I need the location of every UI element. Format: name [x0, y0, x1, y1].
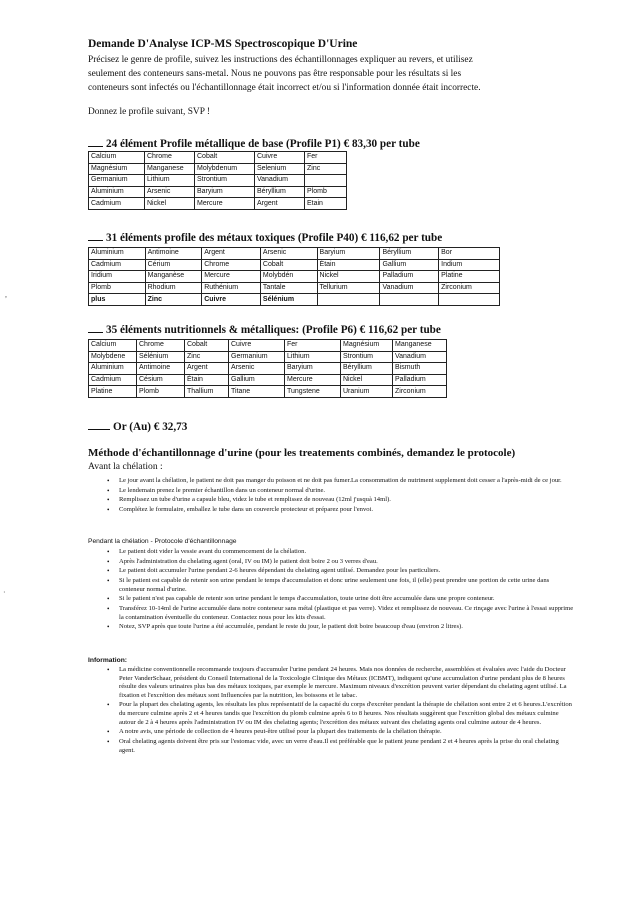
element-cell: Cadmium [89, 259, 146, 271]
element-cell: Béryllium [341, 363, 393, 375]
element-cell: Plomb [89, 282, 146, 294]
element-cell: Sélénium [137, 351, 185, 363]
list-item: • Si le patient est capable de retenir son urine pendant le temps d'accumulation et donc urine seulement une fois, il (elle) peut prendre une portion de cette urine dans conteneur normal d'urine. [106, 577, 576, 594]
element-cell: Gallium [380, 259, 439, 271]
checkbox-line[interactable] [88, 323, 103, 333]
document-title: Demande D'Analyse ICP-MS Spectroscopique D'Urine [88, 38, 358, 50]
table-row [89, 386, 447, 398]
element-cell: Zinc [145, 294, 202, 306]
element-cell: Mercure [285, 374, 341, 386]
table-row [89, 198, 347, 210]
element-cell: Rhodium [145, 282, 202, 294]
list-item: • Pour la plupart des chelating agents, les résultats les plus représentatif de la capacité du corps d'excréter pendant la thérapie de chélation sont entre 2 et 6 heures.L'excrétion du mercure culmine après 2 et 4 heures tandis que l'excrétion du plomb culmine après 6 to 8 heures. Nos résultats suggèrent que l'excrétion global des métaux culmine autour de 2 à 4 heures après l'administration IV ou IM des chelating agents; l'excrétion des métaux suivant des chelating agents oral culmine autour de 4 heures. [106, 701, 576, 727]
element-cell: Bismuth [393, 363, 447, 375]
table-row [89, 248, 500, 260]
table-row [89, 259, 500, 271]
element-cell: Calcium [89, 152, 145, 164]
list-item: • Si le patient n'est pas capable de retenir son urine pendant le temps d'accumulation, toute urine doit être accumulée dans une propre conteneur. [106, 595, 576, 604]
table-row [89, 363, 447, 375]
element-cell: Mercure [202, 271, 261, 283]
element-cell: Argent [255, 198, 305, 210]
table-row [89, 340, 447, 352]
element-cell: Palladium [380, 271, 439, 283]
element-cell: Molybdene [89, 351, 137, 363]
element-cell: Mercure [195, 198, 255, 210]
element-cell: Fer [285, 340, 341, 352]
element-cell: Magnésium [89, 163, 145, 175]
profile-p40-table [88, 247, 500, 306]
element-cell: Cobalt [185, 340, 229, 352]
list-item: • Transférez 10-14ml de l'urine accumulée dans notre conteneur sans métal (plastique et pas verre). Videz et remplissez de nouveau. Ce rinçage avec l'urine à l'essai supprime la contamination éventuelle du conteneur. Contactez nous pour les kits d'essai. [106, 605, 576, 622]
element-cell: Césium [137, 374, 185, 386]
element-cell: Cuivre [255, 152, 305, 164]
element-cell: Cuivre [202, 294, 261, 306]
intro-paragraph [88, 53, 588, 95]
list-item: • Le patient doit vider la vessie avant du commencement de la chélation. [106, 548, 576, 557]
intro-line: Précisez le genre de profile, suivez les instructions des échantillonnages expliquer au revers, et utilisez [88, 55, 473, 65]
element-cell: Arsenic [145, 186, 195, 198]
checkbox-line[interactable] [88, 137, 103, 147]
table-row [89, 271, 500, 283]
checkbox-line[interactable] [88, 231, 103, 241]
profile-p1-title: 24 élément Profile métallique de base (Profile P1) € 83,30 per tube [106, 138, 420, 150]
element-cell: Plomb [305, 186, 347, 198]
element-cell: Strontium [341, 351, 393, 363]
element-cell: Calcium [89, 340, 137, 352]
element-cell: Tantale [260, 282, 317, 294]
element-cell: Cobalt [260, 259, 317, 271]
element-cell: Lithium [145, 175, 195, 187]
element-cell: Nickel [341, 374, 393, 386]
intro-line: seulement des conteneurs sans-metal. Nous ne pouvons pas être responsable pour les résultats si les [88, 69, 462, 79]
element-cell: Thallium [185, 386, 229, 398]
element-cell: Manganèse [145, 271, 202, 283]
table-row [89, 175, 347, 187]
element-cell: Baryium [195, 186, 255, 198]
element-cell: Molybdén [260, 271, 317, 283]
gold-label: Or (Au) € 32,73 [113, 421, 188, 433]
element-cell [305, 175, 347, 187]
intro-line: conteneurs sont infectés ou l'échantillonnage était incorrect et/ou si l'information donnée était incorrecte. [88, 83, 481, 93]
element-cell: Cuivre [229, 340, 285, 352]
profile-p6-title: 35 éléments nutritionnels & métalliques: (Profile P6) € 116,62 per tube [106, 324, 441, 336]
element-cell: Étain [317, 259, 380, 271]
profile-p1-heading [88, 137, 420, 150]
profile-p40-heading [88, 231, 442, 244]
element-cell: Antimoine [145, 248, 202, 260]
gold-option [88, 420, 187, 433]
element-cell: Manganese [145, 163, 195, 175]
before-chelation-list [106, 477, 576, 516]
element-cell: Lithium [285, 351, 341, 363]
table-row [89, 351, 447, 363]
element-cell: Argent [202, 248, 261, 260]
during-chelation-label: Pendant la chélation - Protocole d'échantillonnage [88, 538, 237, 545]
element-cell: Tungstene [285, 386, 341, 398]
element-cell: Tellurium [317, 282, 380, 294]
element-cell: Titane [229, 386, 285, 398]
element-cell: Étain [185, 374, 229, 386]
element-cell: Aluminium [89, 186, 145, 198]
element-cell: Aluminium [89, 248, 146, 260]
element-cell: Zirconium [393, 386, 447, 398]
element-cell: Magnésium [341, 340, 393, 352]
method-heading: Méthode d'échantillonnage d'urine (pour les treatements combinés, demandez le protocole) [88, 447, 516, 459]
list-item: • Oral chelating agents doivent être pris sur l'estomac vide, avec un verre d'eau.Il est préférable que le patient jeune pendant 2 et 4 heures après la prise du oral chelating agent. [106, 738, 576, 755]
element-cell: Vanadium [380, 282, 439, 294]
element-cell: Nickel [145, 198, 195, 210]
element-cell: Baryium [285, 363, 341, 375]
element-cell: Chrome [202, 259, 261, 271]
list-item: • Le patient doit accumuler l'urine pendant 2-6 heures dépendant du chelating agent utilisé. Demandez pour les particuliers. [106, 567, 576, 576]
list-item: • Remplissez un tube d'urine a capsule bleu, videz le tube et remplissez de nouveau (12ml j'usquà 14ml). [106, 496, 576, 505]
table-row [89, 152, 347, 164]
element-cell [317, 294, 380, 306]
element-cell: Platine [439, 271, 500, 283]
element-cell: Cobalt [195, 152, 255, 164]
element-cell: Antimoine [137, 363, 185, 375]
element-cell: Vanadium [393, 351, 447, 363]
element-cell: Chrome [145, 152, 195, 164]
list-item: • Complétez le formulaire, emballez le tube dans un couvercle protecteur et préparez pour l'envoi. [106, 506, 576, 515]
element-cell: Argent [185, 363, 229, 375]
information-list [106, 666, 576, 756]
element-cell: plus [89, 294, 146, 306]
element-cell: Ruthénium [202, 282, 261, 294]
margin-mark: · [3, 588, 6, 597]
profile-p6-table [88, 339, 447, 398]
element-cell: Zinc [305, 163, 347, 175]
request-line: Donnez le profile suivant, SVP ! [88, 107, 211, 117]
element-cell: Uranium [341, 386, 393, 398]
profile-p40-title: 31 éléments profile des métaux toxiques (Profile P40) € 116,62 per tube [106, 232, 443, 244]
before-chelation-label: Avant la chélation : [88, 461, 163, 472]
during-chelation-list [106, 548, 576, 633]
element-cell: Gallium [229, 374, 285, 386]
element-cell: Zirconium [439, 282, 500, 294]
element-cell [380, 294, 439, 306]
profile-p6-heading [88, 323, 441, 336]
element-cell: Germanium [229, 351, 285, 363]
table-row [89, 163, 347, 175]
element-cell: Arsenic [260, 248, 317, 260]
table-row [89, 374, 447, 386]
element-cell: Strontium [195, 175, 255, 187]
element-cell: Aluminium [89, 363, 137, 375]
list-item: • Après l'administration du chelating agent (oral, IV ou IM) le patient doit boire 2 ou 3 verres d'eau. [106, 558, 576, 567]
element-cell: Selenium [255, 163, 305, 175]
element-cell [439, 294, 500, 306]
element-cell: Béryllium [255, 186, 305, 198]
element-cell: Cérium [145, 259, 202, 271]
element-cell: Vanadium [255, 175, 305, 187]
element-cell: Béryllium [380, 248, 439, 260]
element-cell: Manganese [393, 340, 447, 352]
element-cell: Baryium [317, 248, 380, 260]
element-cell: Arsenic [229, 363, 285, 375]
element-cell: Plomb [137, 386, 185, 398]
list-item: • La médicine conventionnelle recommande toujours d'accumuler l'urine pendant 24 heures. Mais nos données de recherche, assemblées et évaluées avec l'aide du Docteur Peter VanderSchaar, président du Conseil International de la Toxicologie Clinique des Métaux (ICBMT), indiquent qu'une accumulation d'urine pendant plus de 8 heures résulte des valeurs urinaires plus bas des métaux toxiques, par exemple le mercure. Maximum niveaux d'excrétion peuvent varier dépendant du chelating agent utilisé. La fixation et l'excrétion des métaux sont Influencées par la nutrition, les boissons et le tabac. [106, 666, 576, 700]
element-cell: Cadmium [89, 374, 137, 386]
element-cell: Bor [439, 248, 500, 260]
element-cell: Sélénium [260, 294, 317, 306]
table-row [89, 294, 500, 306]
element-cell: Platine [89, 386, 137, 398]
margin-mark: , [5, 290, 7, 299]
list-item: • Le jour avant la chélation, le patient ne doit pas manger du poisson et ne doit pas fumer.La consommation de nutriment supplement doit cesser a l'après-midi de ce jour. [106, 477, 576, 486]
element-cell: Cadmium [89, 198, 145, 210]
information-label: Information: [88, 657, 128, 664]
list-item: • Notez, SVP après que toute l'urine a été accumulée, pendant le reste du jour, le patient doit boire beaucoup d'eau (environ 2 litres). [106, 623, 576, 632]
list-item: • Le lendemain prenez le premier échantillon dans un conteneur normal d'urine. [106, 487, 576, 496]
element-cell: Iridium [89, 271, 146, 283]
element-cell: Indium [439, 259, 500, 271]
list-item: • A notre avis, une période de collection de 4 heures peut-être utilisé pour la plupart des traitements de la chélation thérapie. [106, 728, 576, 737]
element-cell: Germanium [89, 175, 145, 187]
table-row [89, 186, 347, 198]
element-cell: Molybdenum [195, 163, 255, 175]
profile-p1-table [88, 151, 347, 210]
element-cell: Zinc [185, 351, 229, 363]
element-cell: Etain [305, 198, 347, 210]
element-cell: Nickel [317, 271, 380, 283]
element-cell: Palladium [393, 374, 447, 386]
checkbox-line[interactable] [88, 420, 110, 430]
element-cell: Chrome [137, 340, 185, 352]
table-row [89, 282, 500, 294]
element-cell: Fer [305, 152, 347, 164]
